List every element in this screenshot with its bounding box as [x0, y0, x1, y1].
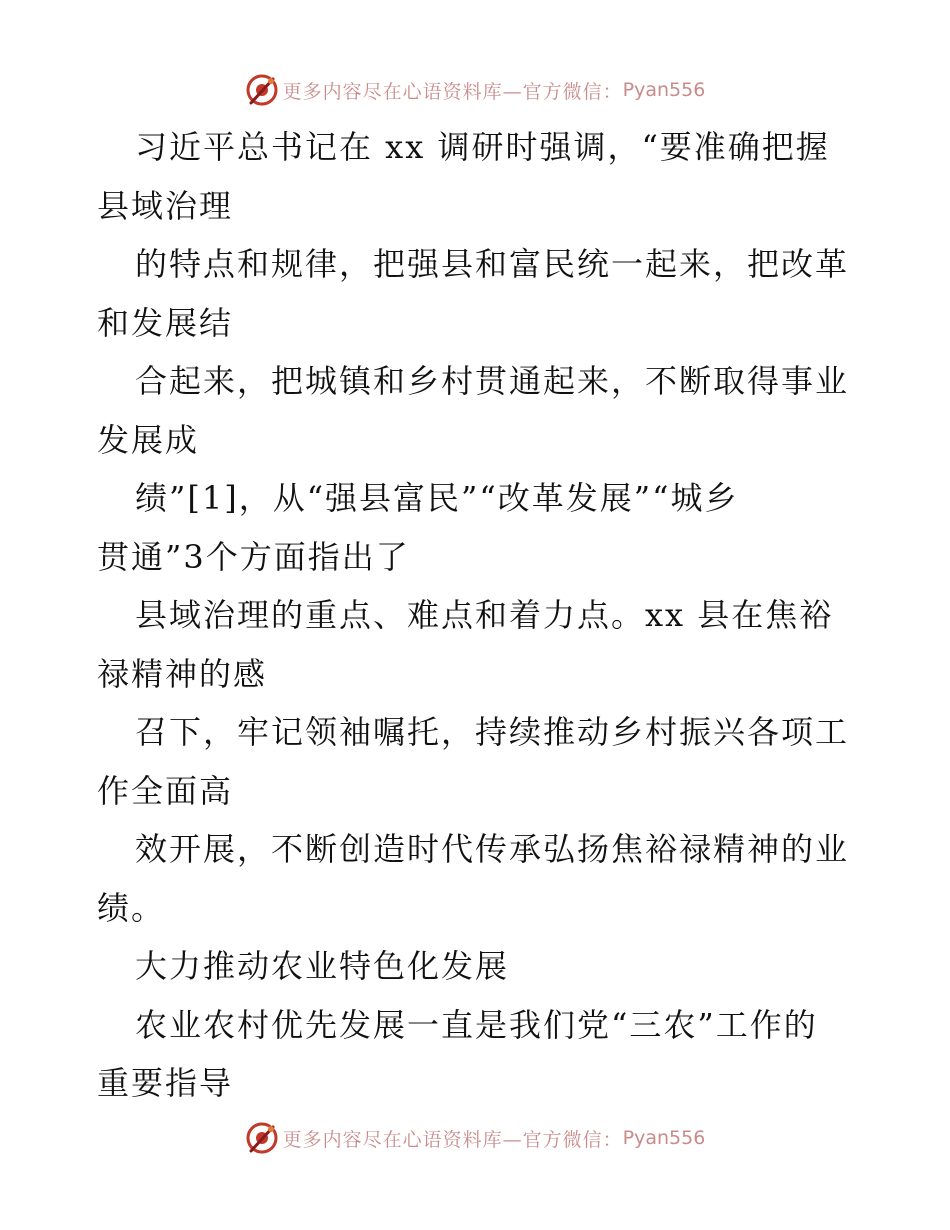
- text-line: 绩”[1]，从“强县富民”“改革发展”“城乡: [135, 479, 739, 517]
- watermark-wechat-id: Pyan556: [622, 1127, 706, 1149]
- watermark-text: 更多内容尽在心语资料库—官方微信：: [282, 80, 623, 103]
- watermark-text: 更多内容尽在心语资料库—官方微信：: [282, 1128, 623, 1151]
- text-line: 效开展，不断创造时代传承弘扬焦裕禄精神的业: [135, 830, 850, 868]
- brand-logo-icon: [245, 73, 279, 107]
- header-watermark: [0, 70, 950, 110]
- text-line: 农业农村优先发展一直是我们党“三农”工作的: [135, 1005, 818, 1044]
- text-line: 习近平总书记在 xx 调研时强调，“要准确把握: [135, 128, 830, 166]
- text-line: 贯通”3个方面指出了: [97, 537, 410, 576]
- watermark-wechat-id: Pyan556: [622, 79, 706, 101]
- brand-logo-icon: [245, 1121, 279, 1155]
- text-line: 重要指导: [97, 1064, 234, 1102]
- text-line: 禄精神的感: [97, 654, 268, 693]
- document-body: [97, 118, 857, 1113]
- text-line: 合起来，把城镇和乡村贯通起来，不断取得事业: [135, 362, 850, 400]
- text-line: 县域治理: [97, 186, 234, 225]
- text-line: 作全面高: [97, 771, 234, 810]
- footer-watermark: [0, 1118, 950, 1158]
- text-line: 召下，牢记领袖嘱托，持续推动乡村振兴各项工: [135, 713, 850, 751]
- text-line: 县域治理的重点、难点和着力点。xx 县在焦裕: [135, 596, 834, 634]
- text-line: 大力推动农业特色化发展: [135, 947, 510, 985]
- text-line: 发展成: [97, 420, 200, 459]
- text-line: 的特点和规律，把强县和富民统一起来，把改革: [135, 245, 850, 283]
- text-line: 和发展结: [97, 303, 234, 342]
- text-line: 绩。: [97, 888, 166, 927]
